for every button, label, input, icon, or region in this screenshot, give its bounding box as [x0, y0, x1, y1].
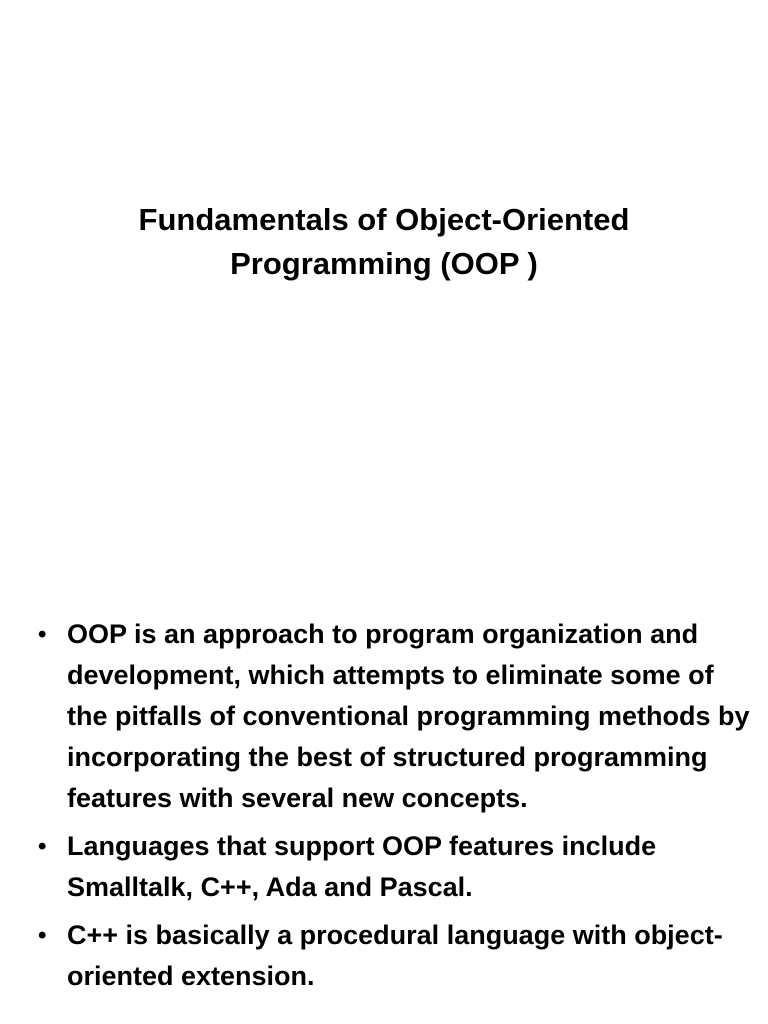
slide-title-line-1: Fundamentals of Object-Oriented — [138, 202, 630, 237]
bullet-list — [38, 614, 750, 1004]
bullet-text: Languages that support OOP features include Smalltalk, C++, Ada and Pascal. — [67, 831, 657, 902]
bullet-item-cpp-procedural — [38, 915, 750, 997]
bullet-text: OOP is an approach to program organization and development, which attempts to eliminate some of the pitfalls of conventional programming methods by incorporating the best of structured programming features with several new concepts. — [67, 619, 750, 813]
bullet-icon: • — [38, 922, 47, 949]
bullet-text: C++ is basically a procedural language with object-oriented extension. — [67, 920, 723, 991]
slide-title — [0, 198, 768, 286]
bullet-icon: • — [38, 621, 47, 648]
slide-title-line-2: Programming (OOP ) — [230, 246, 538, 281]
bullet-item-oop-languages — [38, 826, 750, 908]
bullet-item-oop-approach — [38, 614, 750, 819]
bullet-icon: • — [38, 833, 47, 860]
